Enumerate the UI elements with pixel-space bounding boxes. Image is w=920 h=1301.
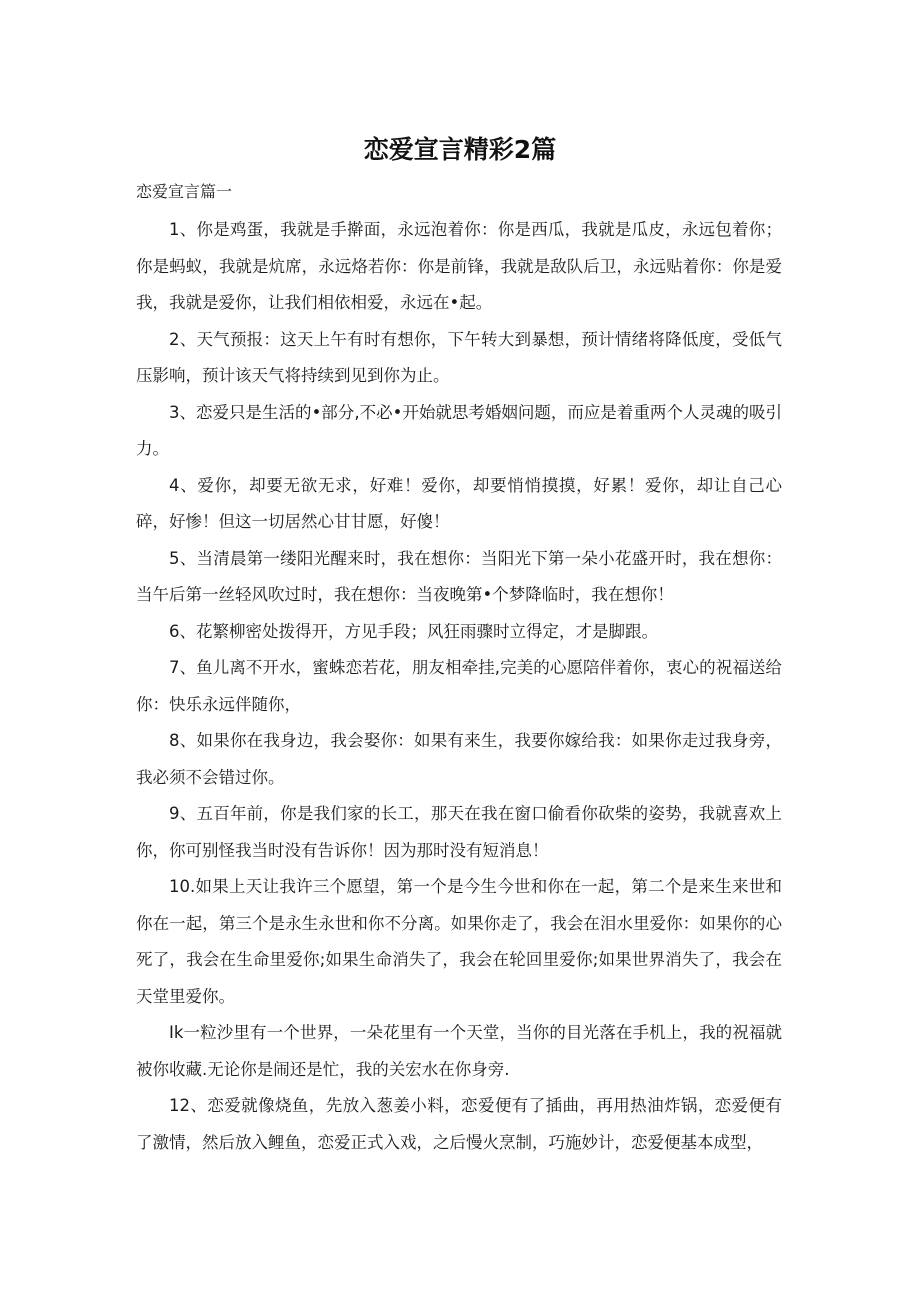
paragraph-2: 2、天气预报：这天上午有时有想你，下午转大到暴想，预计情绪将降低度，受低气压影响，预计该天气将持续到见到你为止。 (136, 329, 782, 385)
paragraph-4: 4、爱你，却要无欲无求，好难！爱你，却要悄悄摸摸，好累！爱你，却让自己心碎，好惨！但这一切居然心甘甘愿，好傻！ (136, 475, 782, 531)
section-heading: 恋爱宣言篇一 (136, 182, 233, 201)
document-body (136, 212, 782, 1161)
paragraph-10: 10.如果上天让我许三个愿望，第一个是今生今世和你在一起，第二个是来生来世和你在一起，第三个是永生永世和你不分离。如果你走了，我会在泪水里爱你：如果你的心死了，我会在生命里爱你;如果生命消失了，我会在轮回里爱你;如果世界消失了，我会在天堂里爱你。 (136, 877, 782, 1006)
paragraph-3: 3、恋爱只是生活的•部分,不必•开始就思考婚姻问题，而应是着重两个人灵魂的吸引力。 (136, 402, 782, 458)
paragraph-5: 5、当清晨第一缕阳光醒来时，我在想你：当阳光下第一朵小花盛开时，我在想你：当午后第一丝轻风吹过时，我在想你：当夜晚第•个梦降临时，我在想你！ (136, 548, 782, 604)
paragraph-1: 1、你是鸡蛋，我就是手擀面，永远泡着你：你是西瓜，我就是瓜皮，永远包着你；你是蚂蚁，我就是炕席，永远烙若你：你是前锋，我就是敌队后卫，永远贴着你：你是爱我，我就是爱你，让我们相依相爱，永远在•起。 (136, 220, 782, 312)
paragraph-6: 6、花繁柳密处拨得开，方见手段；风狂雨骤时立得定，才是脚跟。 (169, 621, 658, 641)
paragraph-12: 12、恋爱就像烧鱼，先放入葱姜小料，恋爱便有了插曲，再用热油炸锅，恋爱便有了激情，然后放入鲤鱼，恋爱正式入戏，之后慢火烹制，巧施妙计，恋爱便基本成型， (136, 1096, 782, 1152)
paragraph-8: 8、如果你在我身边，我会娶你：如果有来生，我要你嫁给我：如果你走过我身旁，我必须不会错过你。 (136, 731, 782, 787)
page-title: 恋爱宣言精彩2篇 (363, 135, 557, 164)
paragraph-9: 9、五百年前，你是我们家的长工，那天在我在窗口偷看你砍柴的姿势，我就喜欢上你，你可别怪我当时没有告诉你！因为那时没有短消息！ (136, 804, 782, 860)
paragraph-11: Ik一粒沙里有一个世界，一朵花里有一个天堂，当你的目光落在手机上，我的祝福就被你收藏.无论你是闹还是忙，我的关宏水在你身旁. (136, 1023, 782, 1079)
paragraph-7: 7、鱼儿离不开水，蜜蛛恋若花，朋友相牵挂,完美的心愿陪伴着你，衷心的祝福送给你：快乐永远伴随你， (136, 658, 782, 714)
